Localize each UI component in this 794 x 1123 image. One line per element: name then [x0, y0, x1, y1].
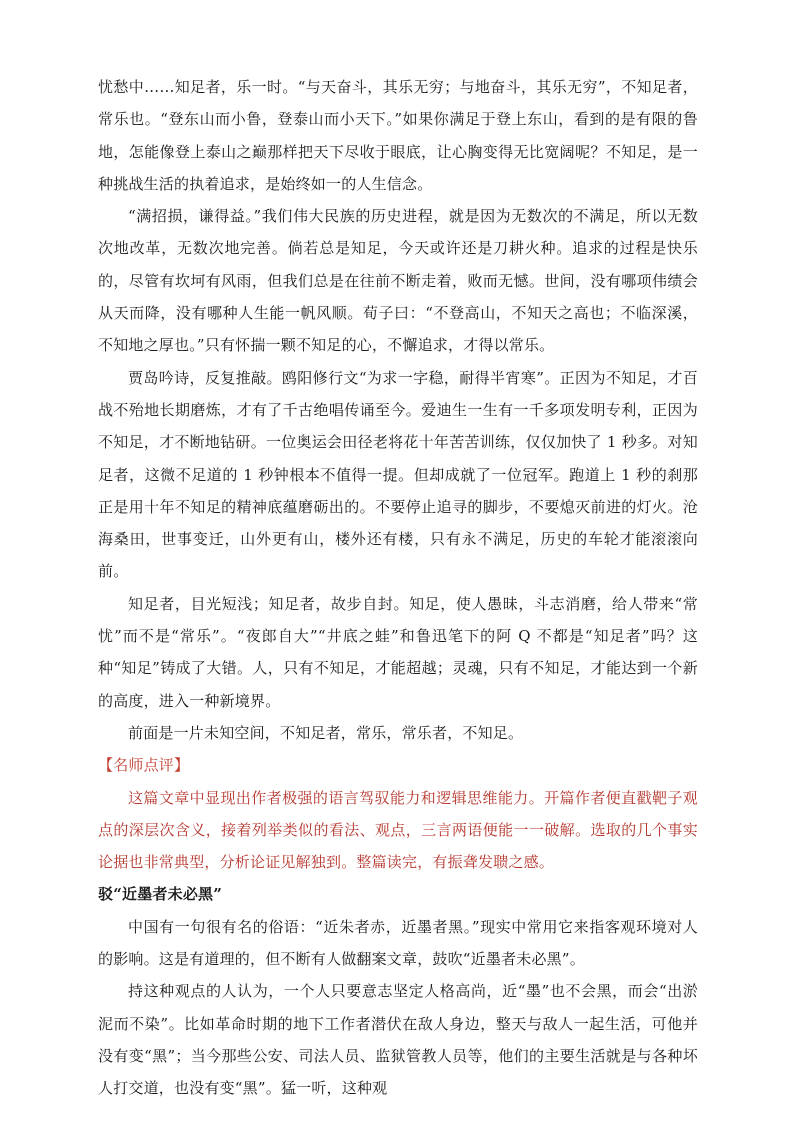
document-page: [98, 71, 698, 1105]
article-paragraph: 中国有一句很有名的俗语：“近朱者赤，近墨者黑。”现实中常用它来指客观环境对人的影响。这是有道理的，但不断有人做翻案文章，鼓吹“近墨者未必黑”。: [98, 917, 698, 969]
essay-paragraph: 贾岛吟诗，反复推敲。鸥阳修行文“为求一字稳，耐得半宵寒”。正因为不知足，才百战不殆地长期磨炼，才有了千古绝唱传诵至今。爱迪生一生有一千多项发明专利，正因为不知足，才不断地钻研。一位奥运会田径老将花十年苦苦训练，仅仅加快了 1 秒多。对知足者，这微不足道的 1 秒钟根本不值得一提。但却成就了一位冠军。跑道上 1 秒的刹那正是用十年不知足的精神底蕴磨砺出的。不要停止追寻的脚步，不要熄灭前进的灯火。沧海桑田，世事变迁，山外更有山，楼外还有楼，只有永不满足，历史的车轮才能滚滚向前。: [98, 368, 698, 581]
review-text: 这篇文章中显现出作者极强的语言驾驭能力和逻辑思维能力。开篇作者便直戳靶子观点的深层次含义，接着列举类似的看法、观点，三言两语便能一一破解。选取的几个事实论据也非常典型，分析论证见解独到。整篇读完，有振聋发聩之感。: [98, 788, 698, 872]
essay-paragraph: 前面是一片未知空间，不知足者，常乐，常乐者，不知足。: [128, 723, 524, 742]
essay-paragraph: 知足者，目光短浅；知足者，故步自封。知足，使人愚昧，斗志消磨，给人带来“常忧”而不是“常乐”。“夜郎自大”“井底之蛙”和鲁迅笔下的阿 Q 不都是“知足者”吗？这种“知足”铸成了大错。人，只有不知足，才能超越；灵魂，只有不知足，才能达到一个新的高度，进入一种新境界。: [98, 594, 698, 710]
article-paragraph: 持这种观点的人认为，一个人只要意志坚定人格高尚，近“墨”也不会黑，而会“出淤泥而不染”。比如革命时期的地下工作者潜伏在敌人身边，整天与敌人一起生活，可他并没有变“黑”；当今那些公安、司法人员、监狱管教人员等，他们的主要生活就是与各种坏人打交道，也没有变“黑”。猛一听，这种观: [98, 982, 698, 1098]
review-label: 【名师点评】: [98, 756, 190, 775]
essay-paragraph: 忧愁中……知足者，乐一时。“与天奋斗，其乐无穷；与地奋斗，其乐无穷”，不知足者，常乐也。“登东山而小鲁，登泰山而小天下。”如果你满足于登上东山，看到的是有限的鲁地，怎能像登上泰山之巅那样把天下尽收于眼底，让心胸变得无比宽阔呢？不知足，是一种挑战生活的执着追求，是始终如一的人生信念。: [98, 78, 698, 193]
essay-paragraph: “满招损，谦得益。”我们伟大民族的历史进程，就是因为无数次的不满足，所以无数次地改革，无数次地完善。倘若总是知足，今天或许还是刀耕火种。追求的过程是快乐的，尽管有坎坷有风雨，但我们总是在往前不断走着，败而无憾。世间，没有哪项伟绩会从天而降，没有哪种人生能一帆风顺。荀子曰：“不登高山，不知天之高也；不临深溪，不知地之厚也。”只有怀揣一颗不知足的心，不懈追求，才得以常乐。: [98, 207, 698, 355]
article-title: 驳“近墨者未必黑”: [98, 885, 223, 904]
